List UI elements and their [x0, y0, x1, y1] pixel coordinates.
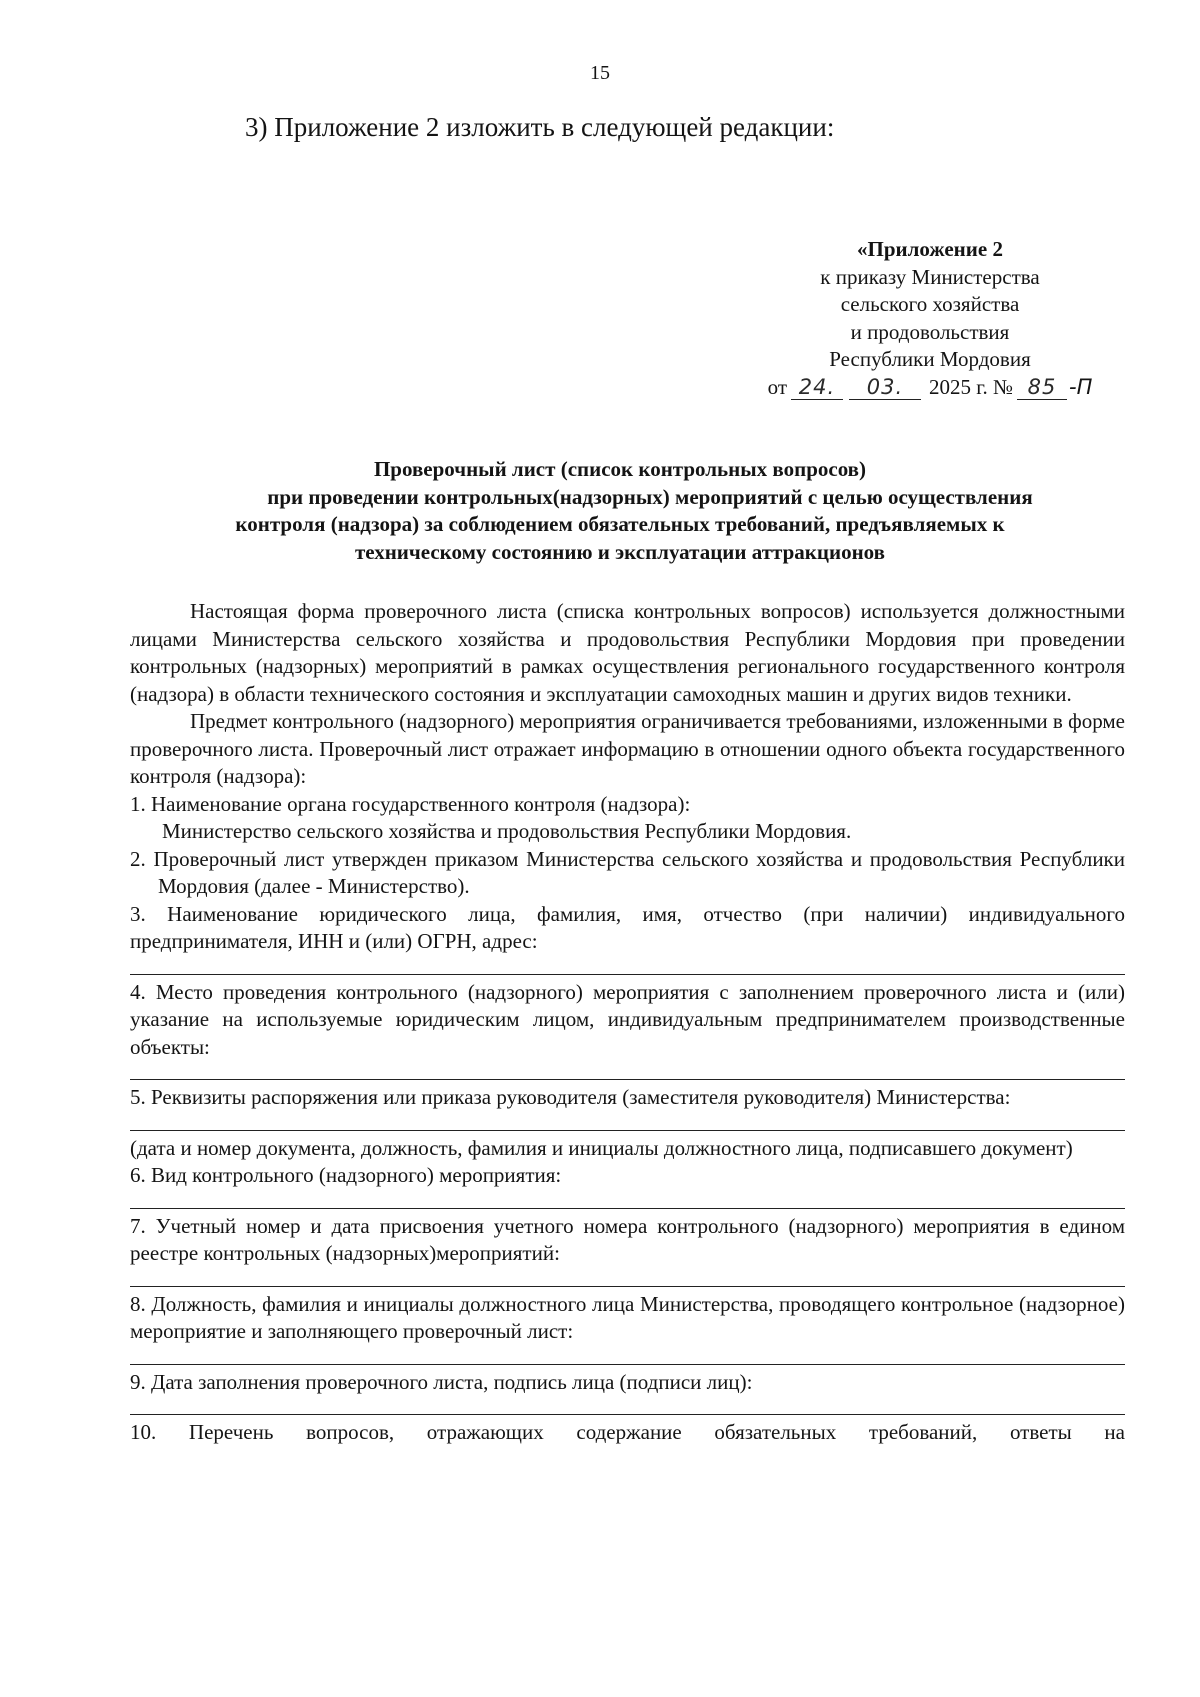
- appendix-line: сельского хозяйства: [840, 292, 1020, 316]
- document-title: [130, 456, 1110, 566]
- fill-line: [130, 1396, 1125, 1415]
- item-10: 10. Перечень вопросов, отражающих содержание обязательных требований, ответы на: [130, 1420, 1125, 1444]
- item-1: 1. Наименование органа государственного контроля (надзора):: [130, 791, 691, 816]
- handwritten-number: 85: [1017, 375, 1067, 400]
- appendix-block: [740, 236, 1120, 401]
- appendix-line: к приказу Министерства: [820, 264, 1040, 289]
- appendix-line: и продовольствия: [850, 319, 1010, 344]
- fill-line: [130, 1190, 1125, 1209]
- handwritten-month: 03.: [849, 375, 921, 400]
- title-line: контроля (надзора) за соблюдением обязательных требований, предъявляемых к: [235, 512, 1005, 536]
- fill-line: [130, 956, 1125, 975]
- item-7: 7. Учетный номер и дата присвоения учетного номера контрольного (надзорного) мероприятия в едином реестре контрольных (надзорных)мероприятий:: [130, 1213, 1125, 1265]
- item-5: 5. Реквизиты распоряжения или приказа руководителя (заместителя руководителя) Министерства:: [130, 1085, 1011, 1109]
- item-4: 4. Место проведения контрольного (надзорного) мероприятия с заполнением проверочного листа и (или) указание на используемые юридическим лицом, индивидуальным предпринимателем производственные объекты:: [130, 979, 1125, 1059]
- handwritten-day: 24.: [791, 375, 843, 400]
- paragraph: Настоящая форма проверочного листа (списка контрольных вопросов) используется должностными лицами Министерства сельского хозяйства и продовольствия Республики Мордовия при проведении контрольных (надзорных) мероприятий в рамках осуществления регионального государственного контроля (надзора) в области технического состояния и эксплуатации самоходных машин и других видов техники.: [130, 599, 1125, 706]
- item-2: 2. Проверочный лист утвержден приказом Министерства сельского хозяйства и продовольствия Республики Мордовия (далее - Министерство).: [130, 846, 1125, 898]
- appendix-line: Республики Мордовия: [829, 347, 1031, 371]
- fill-line: [130, 1346, 1125, 1365]
- fill-line: [130, 1268, 1125, 1287]
- item-6: 6. Вид контрольного (надзорного) мероприятия:: [130, 1163, 562, 1187]
- document-body: [130, 598, 1125, 1447]
- title-line: Проверочный лист (список контрольных вопросов): [373, 457, 867, 481]
- item-1-value: Министерство сельского хозяйства и продовольствия Республики Мордовия.: [162, 819, 852, 843]
- item-3: 3. Наименование юридического лица, фамилия, имя, отчество (при наличии) индивидуального предпринимателя, ИНН и (или) ОГРН, адрес:: [130, 901, 1125, 953]
- item-8: 8. Должность, фамилия и инициалы должностного лица Министерства, проводящего контрольное (надзорное) мероприятие и заполняющего проверочный лист:: [130, 1291, 1125, 1343]
- appendix-title: «Приложение 2: [857, 237, 1003, 261]
- paragraph: Предмет контрольного (надзорного) мероприятия ограничивается требованиями, изложенными в форме проверочного листа. Проверочный лист отражает информацию в отношении одного объекта государственного контроля (надзора):: [130, 709, 1125, 788]
- intro-line: 3) Приложение 2 изложить в следующей редакции:: [245, 112, 835, 142]
- date-prefix: от: [767, 374, 787, 399]
- fill-line: [130, 1061, 1125, 1080]
- handwritten-number-suffix: -П: [1069, 374, 1093, 399]
- page-number: 15: [590, 62, 610, 84]
- title-line: при проведении контрольных(надзорных) мероприятий с целью осуществления: [267, 484, 1033, 509]
- title-line: техническому состоянию и эксплуатации аттракционов: [354, 539, 885, 564]
- fill-line: [130, 1112, 1125, 1131]
- item-5-note: (дата и номер документа, должность, фамилия и инициалы должностного лица, подписавшего документ): [130, 1135, 1073, 1160]
- order-date-line: [740, 374, 1120, 402]
- date-year: 2025 г. №: [929, 374, 1014, 399]
- item-9: 9. Дата заполнения проверочного листа, подпись лица (подписи лиц):: [130, 1369, 753, 1394]
